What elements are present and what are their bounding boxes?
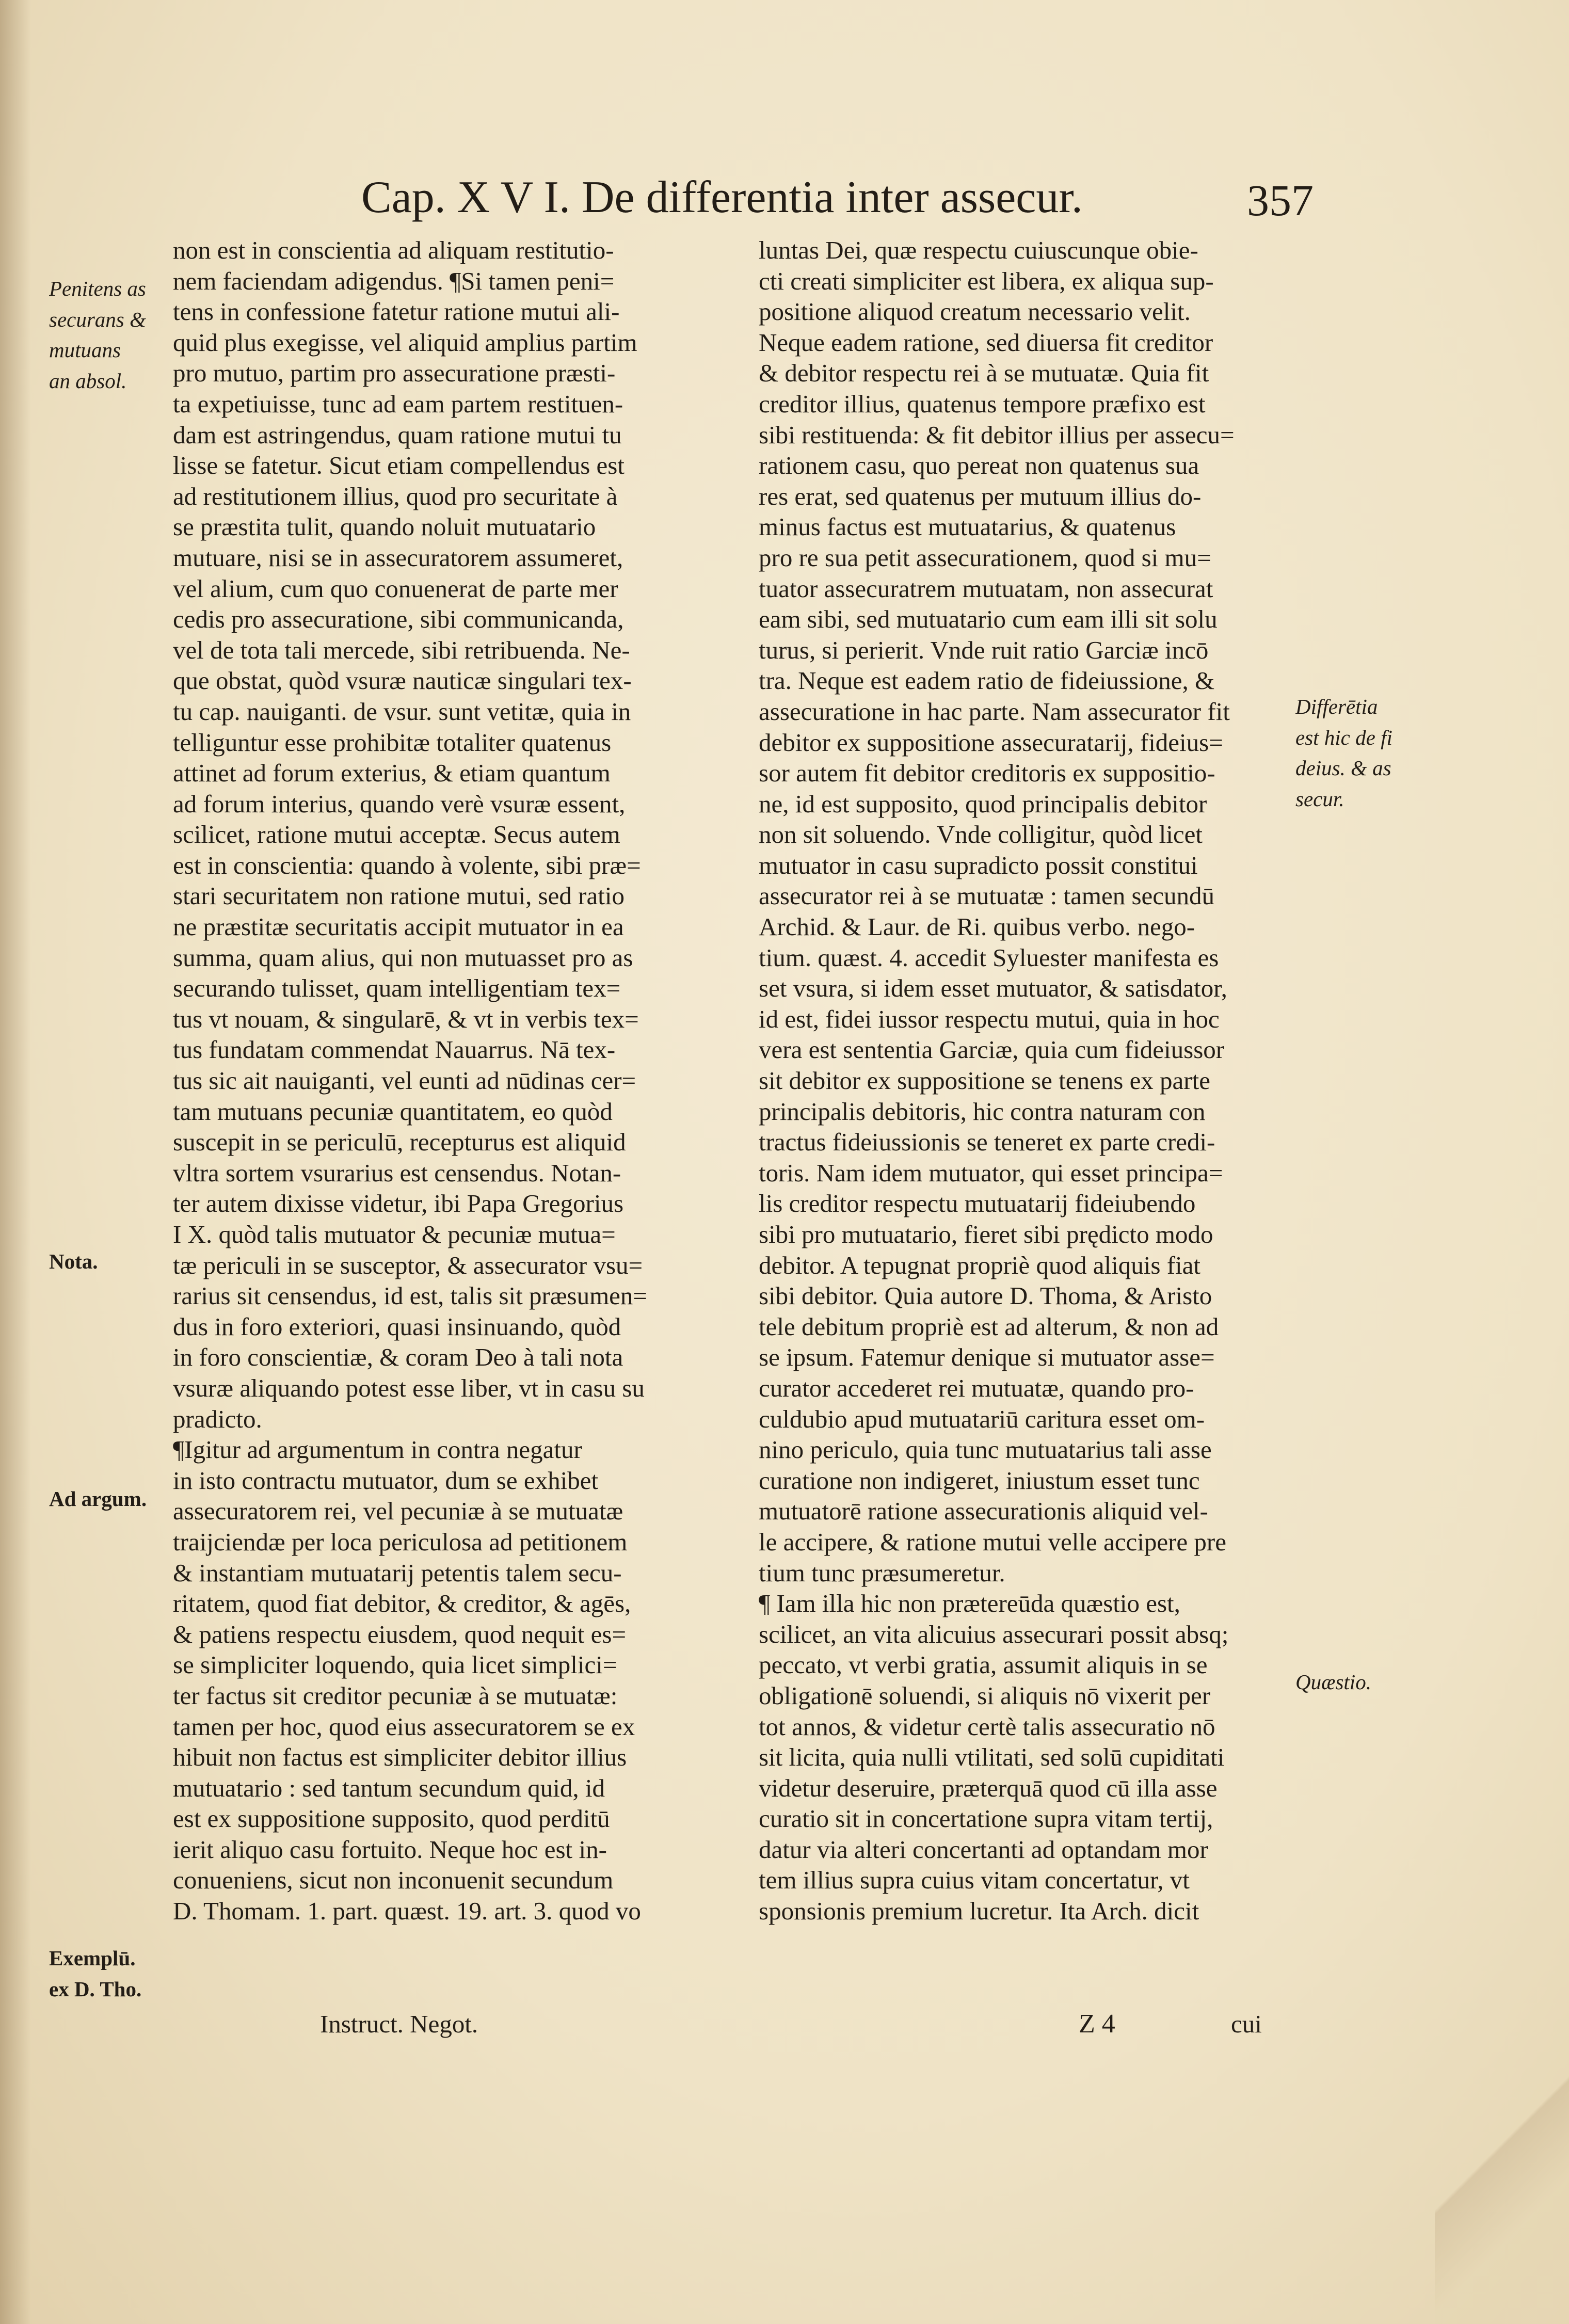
text-line: tens in confessione fatetur ratione mutui ali- bbox=[173, 297, 620, 326]
margin-note-line: deius. & as bbox=[1295, 756, 1391, 780]
text-line: in foro conscientiæ, & coram Deo à tali nota bbox=[173, 1343, 623, 1372]
text-line: tam mutuans pecuniæ quantitatem, eo quòd bbox=[173, 1097, 613, 1126]
text-line: suscepit in se periculū, recepturus est aliquid bbox=[173, 1128, 626, 1157]
text-line: quid plus exegisse, vel aliquid amplius partim bbox=[173, 328, 637, 357]
text-line: lisse se fatetur. Sicut etiam compellendus est bbox=[173, 451, 625, 480]
text-line: non est in conscientia ad aliquam restitutio- bbox=[173, 236, 614, 264]
text-line: tractus fideiussionis se teneret ex parte credi- bbox=[759, 1128, 1215, 1157]
text-line: videtur deseruire, præterquā quod cū illa asse bbox=[759, 1773, 1218, 1802]
text-line: ad forum interius, quando verè vsuræ essent, bbox=[173, 789, 626, 818]
text-line: traijciendæ per loca periculosa ad petitionem bbox=[173, 1527, 628, 1556]
text-line: in isto contractu mutuator, dum se exhibet bbox=[173, 1466, 599, 1495]
page-number: 357 bbox=[1247, 175, 1314, 225]
text-line: tus vt nouam, & singularē, & vt in verbis tex= bbox=[173, 1004, 639, 1033]
text-line: tus fundatam commendat Nauarrus. Nā tex- bbox=[173, 1035, 616, 1064]
text-line: nem faciendam adigendus. ¶Si tamen peni= bbox=[173, 266, 615, 295]
text-line: tuator assecuratrem mutuatam, non assecurat bbox=[759, 574, 1213, 603]
margin-note-penitens bbox=[49, 274, 165, 396]
text-line: ¶ Iam illa hic non prætereūda quæstio est, bbox=[759, 1589, 1180, 1618]
text-line: rationem casu, quo pereat non quatenus sua bbox=[759, 451, 1199, 480]
margin-note-line: Nota. bbox=[49, 1249, 98, 1273]
text-line: tele debitum propriè est ad alterum, & non ad bbox=[759, 1312, 1219, 1341]
margin-note-line: mutuans bbox=[49, 338, 121, 362]
text-line: curatione non indigeret, iniustum esset tunc bbox=[759, 1466, 1200, 1495]
text-line: obligationē soluendi, si aliquis nō vixerit per bbox=[759, 1681, 1211, 1710]
text-line: dus in foro exteriori, quasi insinuando, quòd bbox=[173, 1312, 621, 1341]
text-line: sor autem fit debitor creditoris ex suppositio- bbox=[759, 759, 1215, 788]
text-line: summa, quam alius, qui non mutuasset pro as bbox=[173, 943, 633, 972]
running-head: Cap. X V I. De differentia inter assecur. bbox=[361, 172, 1083, 222]
margin-note-quaestio bbox=[1295, 1667, 1409, 1698]
margin-note-ad-argum bbox=[49, 1484, 165, 1515]
margin-note-line: est hic de fi bbox=[1295, 725, 1392, 749]
text-line: vera est sententia Garciæ, quia cum fideiussor bbox=[759, 1035, 1225, 1064]
margin-note-line: securans & bbox=[49, 307, 146, 331]
catchword: cui bbox=[1231, 2010, 1262, 2038]
text-line: Neque eadem ratione, sed diuersa fit creditor bbox=[759, 328, 1213, 357]
text-line: ad restitutionem illius, quod pro securitate à bbox=[173, 482, 618, 510]
text-line: le accipere, & ratione mutui velle accipere pre bbox=[759, 1527, 1226, 1556]
text-line: minus factus est mutuatarius, & quatenus bbox=[759, 512, 1176, 541]
margin-note-exemplum bbox=[49, 1943, 165, 2005]
text-line: tra. Neque est eadem ratio de fideiussione, & bbox=[759, 666, 1215, 695]
text-line: lis creditor respectu mutuatarij fideiubendo bbox=[759, 1189, 1196, 1218]
text-line: sibi restituenda: & fit debitor illius per assecu= bbox=[759, 420, 1235, 449]
margin-note-line: Exemplū. bbox=[49, 1946, 136, 1970]
text-line: attinet ad forum exterius, & etiam quantum bbox=[173, 759, 611, 788]
text-line: turus, si perierit. Vnde ruit ratio Garciæ incō bbox=[759, 635, 1209, 664]
text-line: culdubio apud mutuatariū caritura esset om- bbox=[759, 1404, 1205, 1433]
text-line: Archid. & Laur. de Ri. quibus verbo. nego- bbox=[759, 912, 1195, 941]
text-line: principalis debitoris, hic contra naturam con bbox=[759, 1097, 1206, 1126]
margin-note-nota bbox=[49, 1246, 165, 1277]
text-line: vel alium, cum quo conuenerat de parte mer bbox=[173, 574, 618, 603]
text-line: vltra sortem vsurarius est censendus. Notan- bbox=[173, 1158, 621, 1187]
text-line: scilicet, an vita alicuius assecurari possit absq; bbox=[759, 1620, 1229, 1648]
text-line: ne præstitæ securitatis accipit mutuator in ea bbox=[173, 912, 624, 941]
text-line: sit debitor ex suppositione se tenens ex parte bbox=[759, 1066, 1210, 1095]
text-line: I X. quòd talis mutuator & pecuniæ mutua= bbox=[173, 1220, 616, 1248]
margin-note-line: ex D. Tho. bbox=[49, 1977, 142, 2001]
text-line: hibuit non factus est simpliciter debitor illius bbox=[173, 1743, 627, 1772]
text-line: tu cap. nauiganti. de vsur. sunt vetitæ, quia in bbox=[173, 697, 631, 726]
text-line: cedis pro assecuratione, sibi communicanda, bbox=[173, 605, 624, 634]
text-line: mutuator in casu supradicto possit constitui bbox=[759, 851, 1198, 879]
text-line: assecuratorem rei, vel pecuniæ à se mutuatæ bbox=[173, 1497, 623, 1526]
margin-note-differentia bbox=[1295, 692, 1409, 814]
text-line: pradicto. bbox=[173, 1404, 262, 1433]
margin-note-line: Penitens as bbox=[49, 277, 146, 300]
text-line: ter autem dixisse videtur, ibi Papa Gregorius bbox=[173, 1189, 624, 1218]
text-line: telliguntur esse prohibitæ totaliter quatenus bbox=[173, 728, 612, 757]
margin-note-line: Differētia bbox=[1295, 695, 1378, 718]
text-line: eam sibi, sed mutuatario cum eam illi sit solu bbox=[759, 605, 1218, 634]
text-line: est ex suppositione supposito, quod perditū bbox=[173, 1804, 610, 1833]
text-line: D. Thomam. 1. part. quæst. 19. art. 3. quod vo bbox=[173, 1897, 641, 1926]
text-line: tamen per hoc, quod eius assecuratorem se ex bbox=[173, 1712, 635, 1741]
text-line: sibi debitor. Quia autore D. Thoma, & Aristo bbox=[759, 1281, 1212, 1310]
text-line: peccato, vt verbi gratia, assumit aliquis in se bbox=[759, 1650, 1208, 1679]
text-line: ter factus sit creditor pecuniæ à se mutuatæ: bbox=[173, 1681, 618, 1710]
text-line: dam est astringendus, quam ratione mutui tu bbox=[173, 420, 622, 449]
text-line: curatio sit in concertatione supra vitam tertij, bbox=[759, 1804, 1213, 1833]
text-line: id est, fidei iussor respectu mutui, quia in hoc bbox=[759, 1004, 1220, 1033]
text-line: se ipsum. Fatemur denique si mutuator asse= bbox=[759, 1343, 1215, 1372]
sheet-mark: Z 4 bbox=[1079, 2009, 1115, 2039]
text-line: & patiens respectu eiusdem, quod nequit es= bbox=[173, 1620, 627, 1648]
text-line: assecurator rei à se mutuatæ : tamen secundū bbox=[759, 881, 1215, 910]
text-line: creditor illius, quatenus tempore præfixo est bbox=[759, 389, 1206, 418]
text-line: vel de tota tali mercede, sibi retribuenda. Ne- bbox=[173, 635, 630, 664]
text-line: mutuare, nisi se in assecuratorem assumeret, bbox=[173, 543, 623, 572]
text-line: & debitor respectu rei à se mutuatæ. Quia fit bbox=[759, 359, 1209, 388]
page-corner-fold bbox=[1435, 1972, 1569, 2324]
text-line: ¶Igitur ad argumentum in contra negatur bbox=[173, 1435, 582, 1464]
text-line: set vsura, si idem esset mutuator, & satisdator, bbox=[759, 974, 1227, 1003]
text-line: cti creati simpliciter est libera, ex aliqua sup- bbox=[759, 266, 1214, 295]
right-text-column bbox=[759, 235, 1314, 1927]
text-line: tium tunc præsumeretur. bbox=[759, 1558, 1005, 1587]
text-line: vsuræ aliquando potest esse liber, vt in casu su bbox=[173, 1373, 645, 1402]
text-line: tot annos, & videtur certè talis assecuratio nō bbox=[759, 1712, 1215, 1741]
text-line: positione aliquod creatum necessario velit. bbox=[759, 297, 1191, 326]
text-line: mutuatario : sed tantum secundum quid, id bbox=[173, 1773, 605, 1802]
text-line: tium. quæst. 4. accedit Syluester manifesta es bbox=[759, 943, 1219, 972]
text-line: ritatem, quod fiat debitor, & creditor, & agēs, bbox=[173, 1589, 631, 1618]
text-line: debitor ex suppositione assecuratarij, fideius= bbox=[759, 728, 1223, 757]
text-line: ne, id est supposito, quod principalis debitor bbox=[759, 789, 1207, 818]
text-line: res erat, sed quatenus per mutuum illius do- bbox=[759, 482, 1202, 510]
text-line: debitor. A tepugnat propriè quod aliquis fiat bbox=[759, 1251, 1200, 1279]
text-line: curator accederet rei mutuatæ, quando pro- bbox=[759, 1373, 1194, 1402]
margin-note-line: Ad argum. bbox=[49, 1487, 147, 1511]
text-line: & instantiam mutuatarij petentis talem secu- bbox=[173, 1558, 622, 1587]
text-line: mutuatorē ratione assecurationis aliquid vel- bbox=[759, 1497, 1208, 1526]
text-line: pro re sua petit assecurationem, quod si mu= bbox=[759, 543, 1211, 572]
margin-note-line: an absol. bbox=[49, 368, 127, 393]
margin-note-line: Quæstio. bbox=[1295, 1670, 1371, 1694]
left-text-column bbox=[173, 235, 728, 1927]
text-line: nino periculo, quia tunc mutuatarius tali asse bbox=[759, 1435, 1212, 1464]
text-line: non sit soluendo. Vnde colligitur, quòd licet bbox=[759, 820, 1203, 849]
margin-note-line: secur. bbox=[1295, 787, 1344, 811]
text-line: stari securitatem non ratione mutui, sed ratio bbox=[173, 881, 625, 910]
text-line: tus sic ait nauiganti, vel eunti ad nūdinas cer= bbox=[173, 1066, 636, 1095]
text-line: se præstita tulit, quando noluit mutuatario bbox=[173, 512, 596, 541]
text-line: rarius sit censendus, id est, talis sit præsumen= bbox=[173, 1281, 648, 1310]
text-line: securando tulisset, quam intelligentiam tex= bbox=[173, 974, 621, 1003]
text-line: ierit aliquo casu fortuito. Neque hoc est in- bbox=[173, 1835, 607, 1864]
text-line: datur via alteri concertanti ad optandam mor bbox=[759, 1835, 1208, 1864]
text-line: luntas Dei, quæ respectu cuiuscunque obie- bbox=[759, 236, 1198, 264]
text-line: tem illius supra cuius vitam concertatur, vt bbox=[759, 1866, 1190, 1895]
text-line: est in conscientia: quando à volente, sibi præ= bbox=[173, 851, 641, 879]
text-line: scilicet, ratione mutui acceptæ. Secus autem bbox=[173, 820, 620, 849]
text-line: sponsionis premium lucretur. Ita Arch. dicit bbox=[759, 1897, 1199, 1926]
text-line: pro mutuo, partim pro assecuratione præsti- bbox=[173, 359, 616, 388]
text-line: toris. Nam idem mutuator, qui esset principa= bbox=[759, 1158, 1223, 1187]
text-line: tæ periculi in se susceptor, & assecurator vsu= bbox=[173, 1251, 643, 1279]
text-line: sit licita, quia nulli vtilitati, sed solū cupiditati bbox=[759, 1743, 1225, 1772]
text-line: conueniens, sicut non inconuenit secundum bbox=[173, 1866, 614, 1895]
text-line: assecuratione in hac parte. Nam assecurator fit bbox=[759, 697, 1230, 726]
text-line: que obstat, quòd vsuræ nauticæ singulari tex- bbox=[173, 666, 632, 695]
text-line: ta expetiuisse, tunc ad eam partem restituen- bbox=[173, 389, 623, 418]
signature-line: Instruct. Negot. bbox=[320, 2010, 478, 2038]
text-line: se simpliciter loquendo, quia licet simplici= bbox=[173, 1650, 617, 1679]
page-gutter-shadow bbox=[0, 0, 31, 2324]
text-line: sibi pro mutuatario, fieret sibi prędicto modo bbox=[759, 1220, 1213, 1248]
